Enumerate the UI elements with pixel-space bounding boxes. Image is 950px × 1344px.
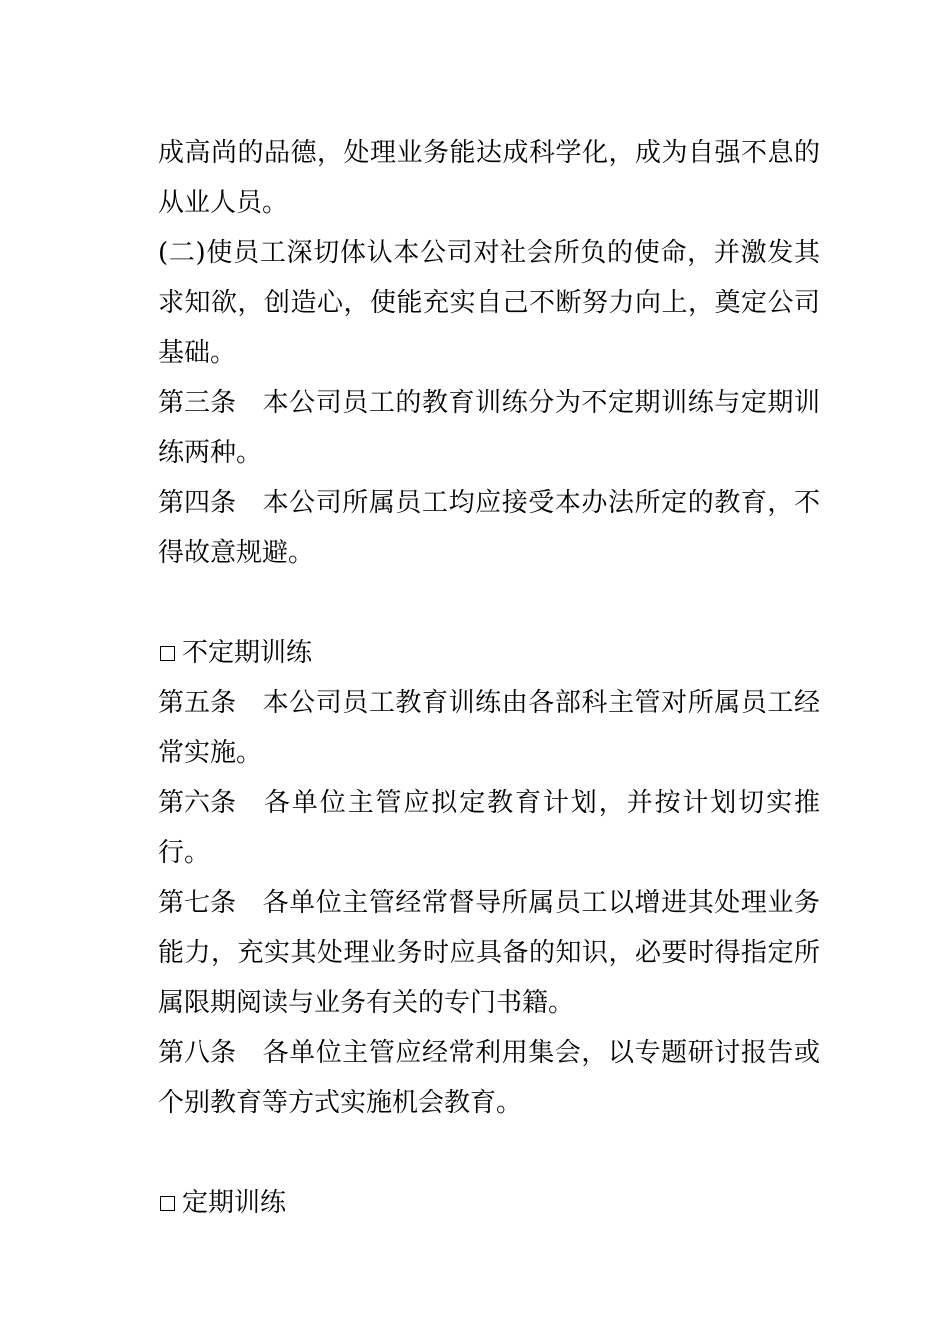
paragraph-continuation: 成高尚的品德，处理业务能达成科学化，成为自强不息的从业人员。 [158,138,820,218]
document-page [158,128,820,1228]
article-text: 本公司员工的教育训练分为不定期训练与定期训练两种。 [158,388,820,468]
article-6 [158,778,820,878]
article-text: 本公司所属员工均应接受本办法所定的教育，不得故意规避。 [158,488,820,568]
article-label: 第五条 [158,688,237,718]
article-3 [158,378,820,478]
article-7 [158,878,820,1028]
article-text: 各单位主管经常督导所属员工以增进其处理业务能力，充实其处理业务时应具备的知识，必要时得指定所属限期阅读与业务有关的专门书籍。 [158,888,820,1018]
article-text: 各单位主管应拟定教育计划，并按计划切实推行。 [158,788,820,868]
article-label: 第三条 [158,388,237,418]
checkbox-icon [160,1196,175,1211]
article-text: 本公司员工教育训练由各部科主管对所属员工经常实施。 [158,688,820,768]
article-label: 第七条 [158,888,237,918]
section-heading-regular-training [158,1178,820,1228]
article-label: 第四条 [158,488,237,518]
article-8 [158,1028,820,1128]
section-title: 不定期训练 [182,638,313,668]
article-text: 各单位主管应经常利用集会，以专题研讨报告或个别教育等方式实施机会教育。 [158,1038,820,1118]
article-label: 第八条 [158,1038,237,1068]
section-title: 定期训练 [182,1188,287,1218]
checkbox-icon [160,646,175,661]
article-4 [158,478,820,578]
article-5 [158,678,820,778]
paragraph-item-2: (二)使员工深切体认本公司对社会所负的使命，并激发其求知欲，创造心，使能充实自己不断努力向上，奠定公司基础。 [158,238,820,368]
article-label: 第六条 [158,788,237,818]
section-heading-irregular-training [158,628,820,678]
